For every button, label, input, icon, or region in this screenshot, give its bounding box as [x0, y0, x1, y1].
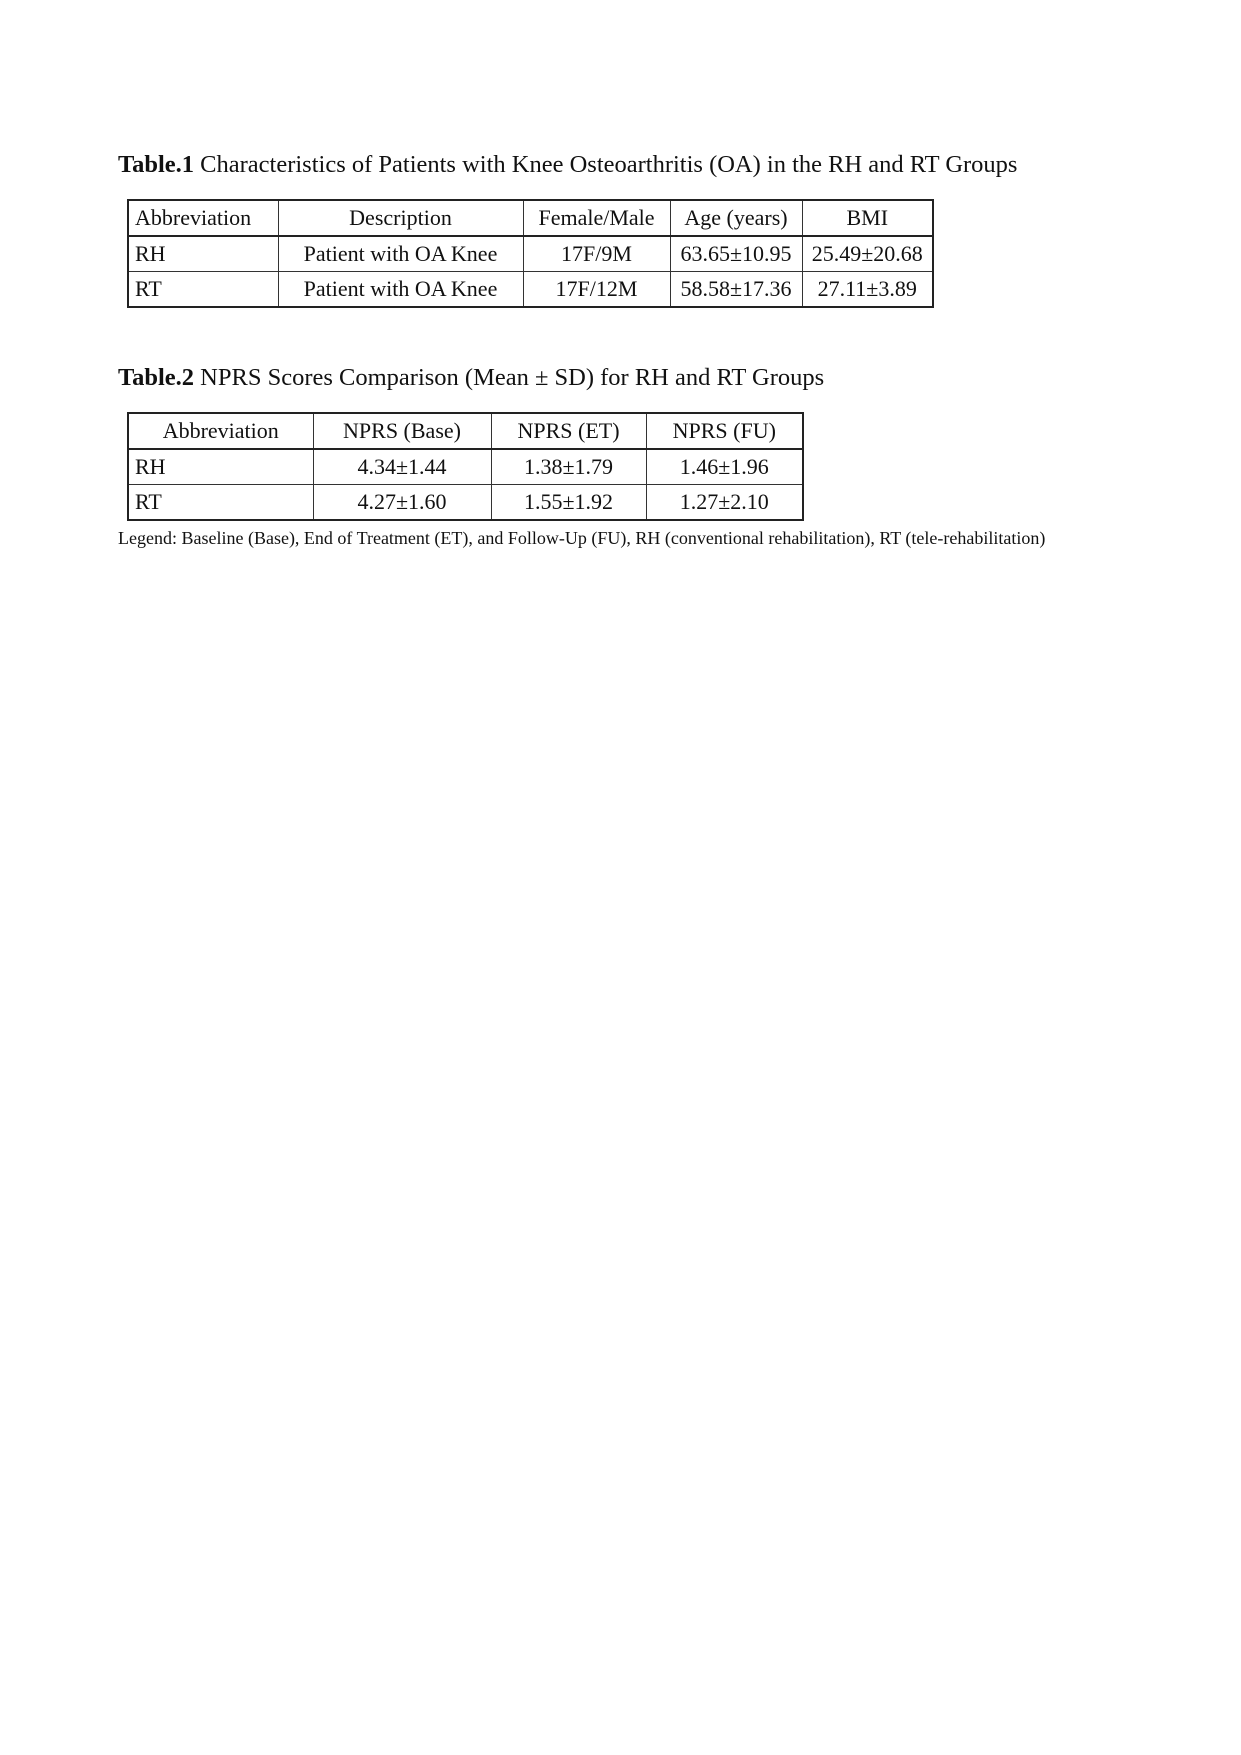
cell-bmi: 25.49±20.68 — [802, 236, 933, 272]
cell-nprs-fu: 1.27±2.10 — [646, 485, 803, 521]
cell-age: 58.58±17.36 — [670, 272, 802, 308]
cell-abbreviation: RT — [128, 485, 313, 521]
table-row — [128, 272, 933, 308]
patient-characteristics-table — [127, 199, 934, 308]
table2-caption — [118, 366, 824, 391]
cell-female-male: 17F/9M — [523, 236, 670, 272]
table-row — [128, 485, 803, 521]
cell-nprs-base: 4.34±1.44 — [313, 449, 491, 485]
cell-abbreviation: RH — [128, 236, 278, 272]
nprs-scores-table — [127, 412, 804, 521]
table-header-row — [128, 413, 803, 449]
cell-nprs-fu: 1.46±1.96 — [646, 449, 803, 485]
header-nprs-fu: NPRS (FU) — [646, 413, 803, 449]
table2-caption-label: Table.2 — [118, 364, 195, 391]
cell-female-male: 17F/12M — [523, 272, 670, 308]
table1-caption — [118, 153, 1017, 178]
table-header-row — [128, 200, 933, 236]
cell-bmi: 27.11±3.89 — [802, 272, 933, 308]
table-row — [128, 236, 933, 272]
cell-description: Patient with OA Knee — [278, 236, 523, 272]
cell-abbreviation: RT — [128, 272, 278, 308]
header-female-male: Female/Male — [523, 200, 670, 236]
header-description: Description — [278, 200, 523, 236]
header-age: Age (years) — [670, 200, 802, 236]
header-nprs-base: NPRS (Base) — [313, 413, 491, 449]
cell-description: Patient with OA Knee — [278, 272, 523, 308]
header-nprs-et: NPRS (ET) — [491, 413, 646, 449]
cell-nprs-base: 4.27±1.60 — [313, 485, 491, 521]
cell-nprs-et: 1.38±1.79 — [491, 449, 646, 485]
cell-age: 63.65±10.95 — [670, 236, 802, 272]
table1-caption-label: Table.1 — [118, 151, 195, 178]
header-abbreviation: Abbreviation — [128, 413, 313, 449]
header-bmi: BMI — [802, 200, 933, 236]
header-abbreviation: Abbreviation — [128, 200, 278, 236]
table2-legend: Legend: Baseline (Base), End of Treatment (ET), and Follow-Up (FU), RH (conventional rehabilitation), RT (tele-rehabilitation) — [118, 528, 1046, 548]
table2-caption-text: NPRS Scores Comparison (Mean ± SD) for RH and RT Groups — [194, 364, 825, 391]
cell-nprs-et: 1.55±1.92 — [491, 485, 646, 521]
table-row — [128, 449, 803, 485]
table1-caption-text: Characteristics of Patients with Knee Osteoarthritis (OA) in the RH and RT Groups — [194, 151, 1018, 178]
cell-abbreviation: RH — [128, 449, 313, 485]
